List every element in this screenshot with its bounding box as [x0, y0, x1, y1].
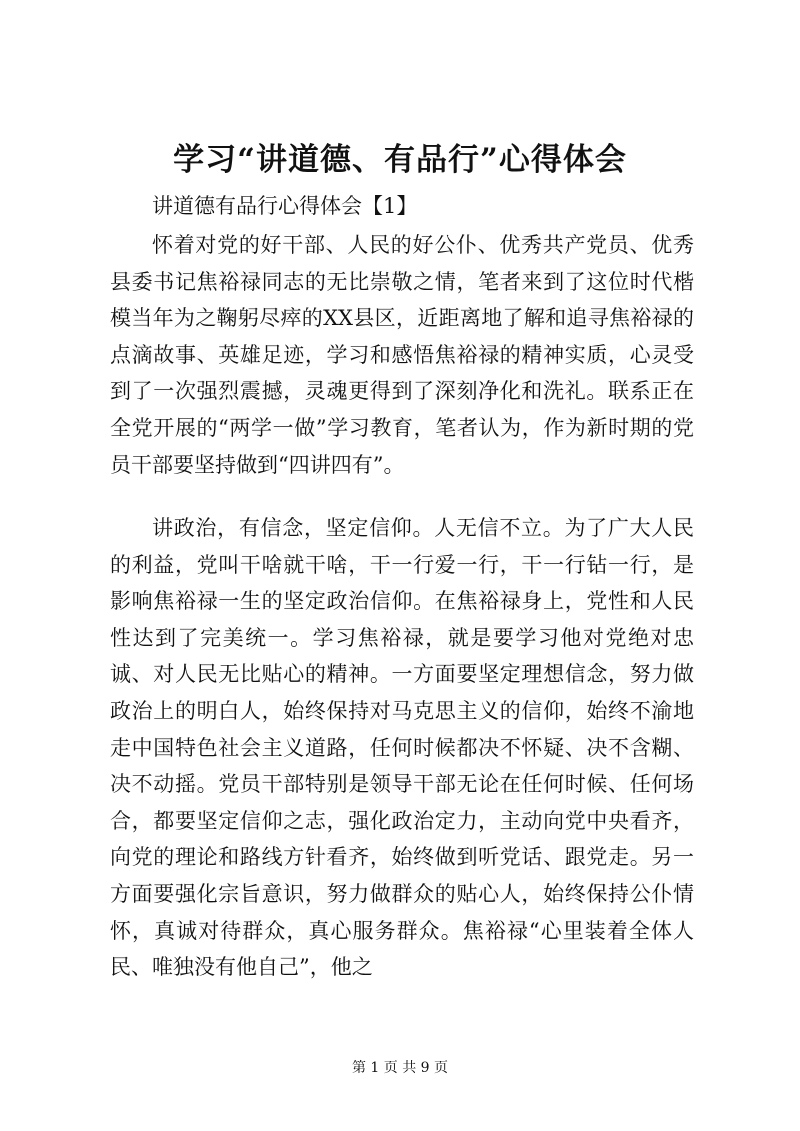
- body-paragraph: 怀着对党的好干部、人民的好公仆、优秀共产党员、优秀县委书记焦裕禄同志的无比崇敬之情，笔者来到了这位时代楷模当年为之鞠躬尽瘁的XX县区，近距离地了解和追寻焦裕禄的点滴故事、英雄足迹，学习和感悟焦裕禄的精神实质，心灵受到了一次强烈震撼，灵魂更得到了深刻净化和洗礼。联系正在全党开展的“两学一做”学习教育，笔者认为，作为新时期的党员干部要坚持做到“四讲四有”。: [110, 233, 694, 477]
- body-paragraph: 讲政治，有信念，坚定信仰。人无信不立。为了广大人民的利益，党叫干啥就干啥，干一行爱一行，干一行钻一行，是影响焦裕禄一生的坚定政治信仰。在焦裕禄身上，党性和人民性达到了完美统一。学习焦裕禄，就是要学习他对党绝对忠诚、对人民无比贴心的精神。一方面要坚定理想信念，努力做政治上的明白人，始终保持对马克思主义的信仰，始终不渝地走中国特色社会主义道路，任何时候都决不怀疑、决不含糊、决不动摇。党员干部特别是领导干部无论在任何时候、任何场合，都要坚定信仰之志，强化政治定力，主动向党中央看齐，向党的理论和路线方针看齐，始终做到听党话、跟党走。另一方面要强化宗旨意识，努力做群众的贴心人，始终保持公仆情怀，真诚对待群众，真心服务群众。焦裕禄“心里装着全体人民、唯独没有他自己”，他之: [110, 516, 694, 980]
- document-title: 学习“讲道德、有品行”心得体会: [173, 142, 627, 178]
- page-number-footer: 第 1 页 共 9 页: [351, 1060, 449, 1076]
- section-subheading: 讲道德有品行心得体会【1】: [152, 194, 418, 218]
